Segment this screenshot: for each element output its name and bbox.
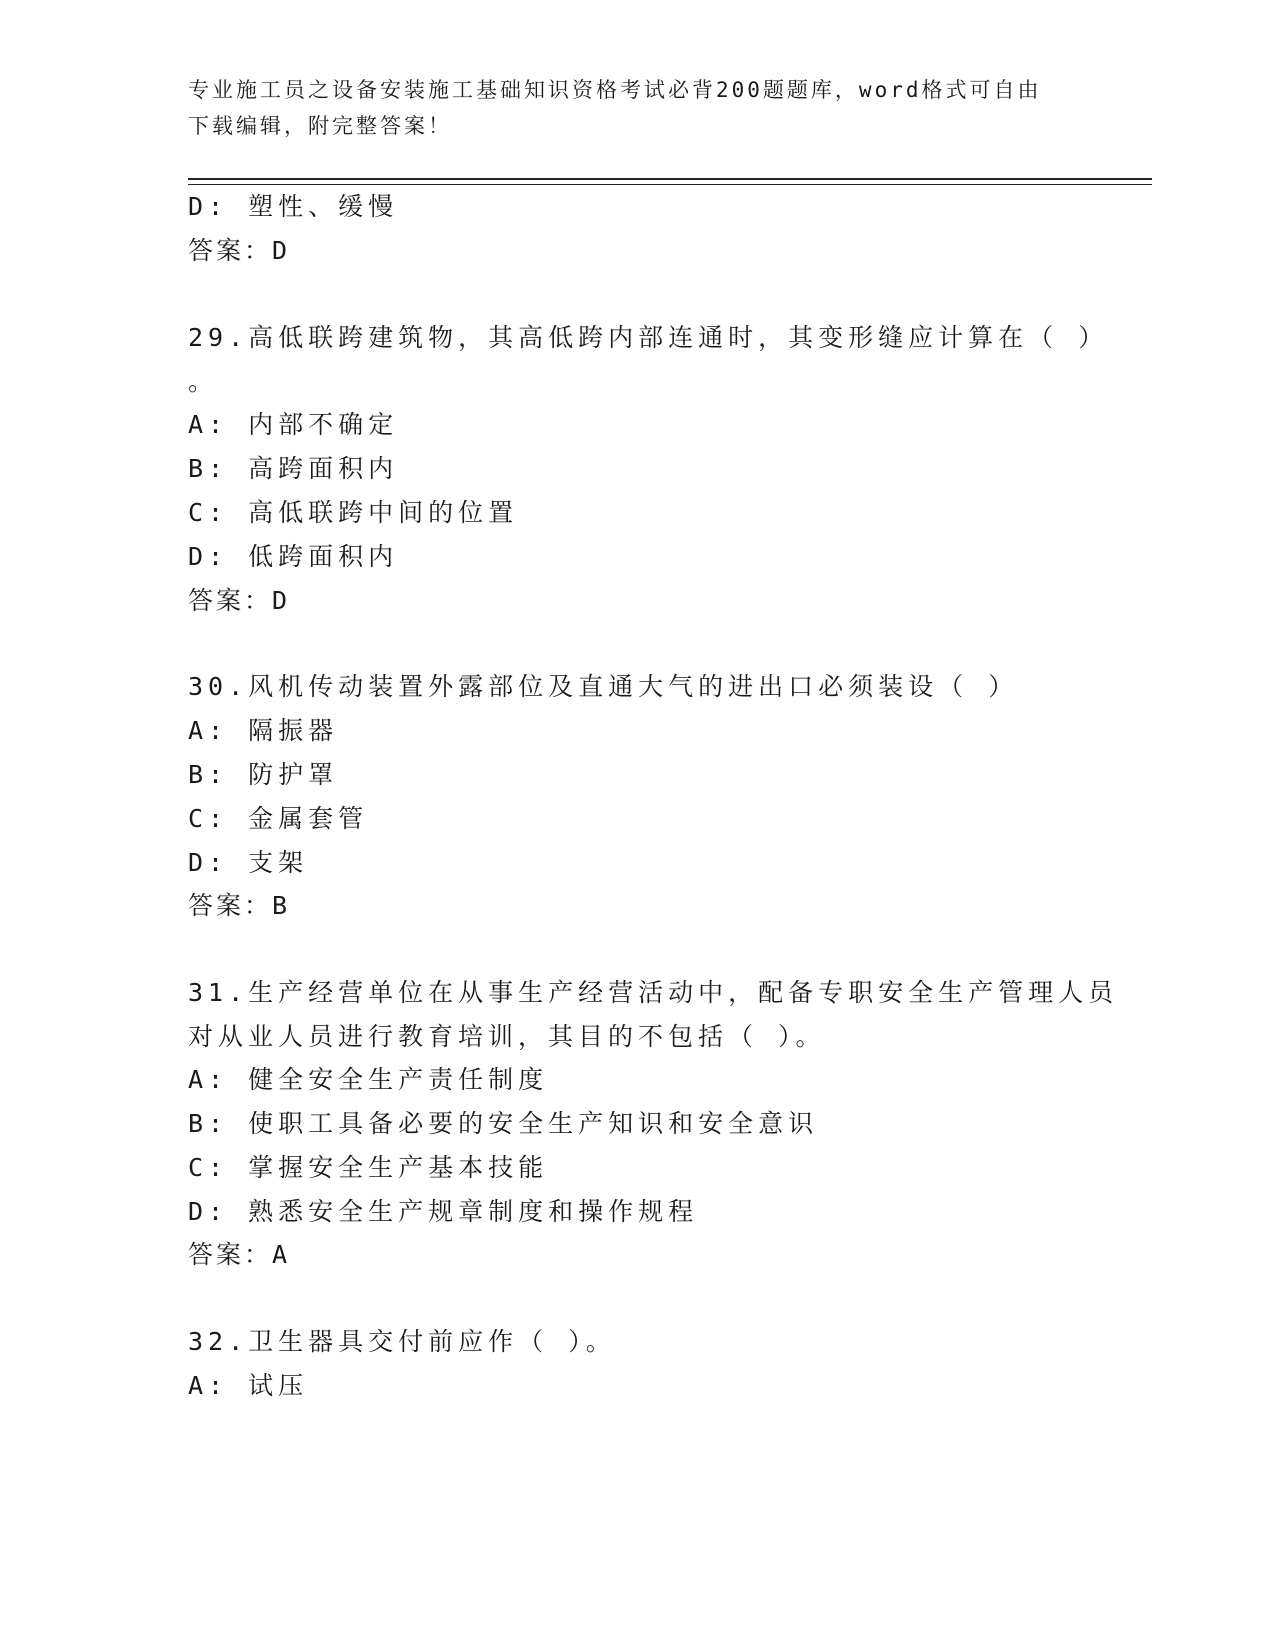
q31-stem-line-1: 31.生产经营单位在从事生产经营活动中，配备专职安全生产管理人员 xyxy=(188,978,1119,1007)
q30-answer: 答案：B xyxy=(188,891,291,920)
q30-option-a: A: 隔振器 xyxy=(188,716,339,745)
q30-option-b: B: 防护罩 xyxy=(188,760,339,789)
q29-option-c: C: 高低联跨中间的位置 xyxy=(188,498,519,527)
q28-option-d: D: 塑性、缓慢 xyxy=(188,192,399,221)
q30-option-d: D: 支架 xyxy=(188,848,309,877)
header-divider-thin xyxy=(188,184,1152,185)
q31-stem-line-2: 对从业人员进行教育培训，其目的不包括（ ）。 xyxy=(188,1022,826,1051)
q29-option-b: B: 高跨面积内 xyxy=(188,454,399,483)
q31-option-b: B: 使职工具备必要的安全生产知识和安全意识 xyxy=(188,1109,819,1138)
q31-answer: 答案：A xyxy=(188,1240,291,1269)
header-divider-thick xyxy=(188,178,1152,180)
q31-option-d: D: 熟悉安全生产规章制度和操作规程 xyxy=(188,1197,699,1226)
document-header xyxy=(188,72,1088,144)
q32-option-a: A: 试压 xyxy=(188,1371,309,1400)
q29-stem-line-2: 。 xyxy=(188,367,219,396)
q29-stem-line-1: 29.高低联跨建筑物，其高低跨内部连通时，其变形缝应计算在（ ） xyxy=(188,323,1109,352)
q30-option-c: C: 金属套管 xyxy=(188,804,369,833)
q29-option-d: D: 低跨面积内 xyxy=(188,542,399,571)
q28-answer: 答案：D xyxy=(188,236,291,265)
q31-option-a: A: 健全安全生产责任制度 xyxy=(188,1065,549,1094)
q29-answer: 答案：D xyxy=(188,586,291,615)
header-line-1: 专业施工员之设备安装施工基础知识资格考试必背200题题库，word格式可自由 xyxy=(188,78,1042,102)
q29-option-a: A: 内部不确定 xyxy=(188,410,399,439)
q32-stem: 32.卫生器具交付前应作（ ）。 xyxy=(188,1327,616,1356)
q31-option-c: C: 掌握安全生产基本技能 xyxy=(188,1153,549,1182)
header-line-2: 下载编辑，附完整答案！ xyxy=(188,114,452,138)
q30-stem: 30.风机传动装置外露部位及直通大气的进出口必须装设（ ） xyxy=(188,672,1019,701)
